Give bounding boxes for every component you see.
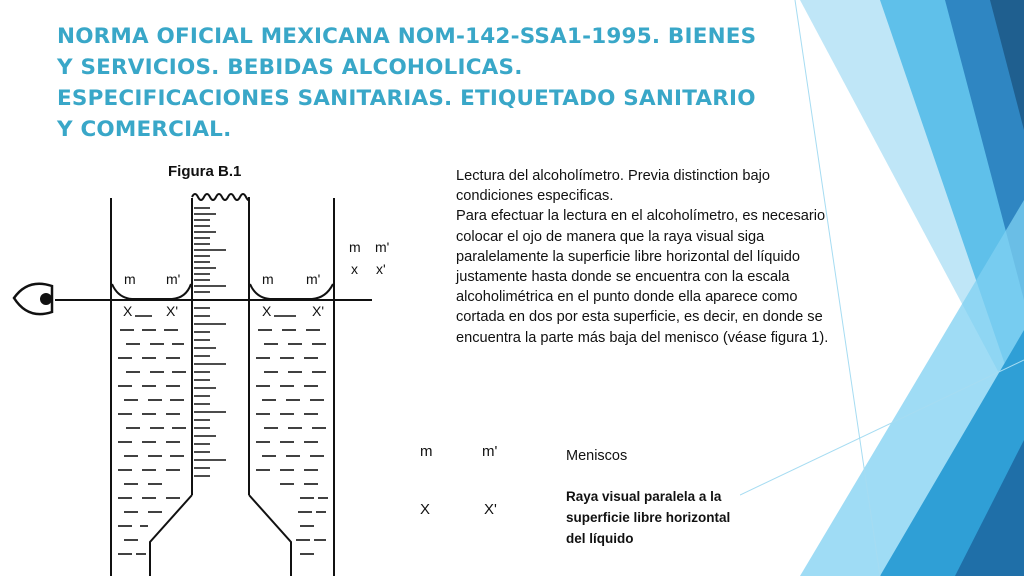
legend-m-prime: m' [482,443,498,460]
paragraph-intro: Lectura del alcoholímetro. Previa distinction bajo condiciones especificas. [456,168,770,205]
liquid-right [256,316,328,554]
label-x-left: X [123,303,133,319]
eye-icon [14,284,52,314]
label-x-side: x [351,261,358,277]
legend-raya-line-2: superficie libre horizontal [566,510,731,525]
legend-raya-line-3: del líquido [566,531,634,546]
liquid-left [118,316,186,554]
figure-b1 [0,150,410,576]
alcoholometer-scale [194,208,226,476]
legend-m: m [420,443,433,460]
label-m-prime-right: m' [306,271,321,287]
paragraph-instructions: Para efectuar la lectura en el alcoholímetro, es necesario colocar el ojo de manera que la raya visual siga paralelamente la superficie libre horizontal del líquido justamente hasta donde se encuentra con la escala alcoholimétrica en el punto donde ella aparece como cortada en dos por esta superficie, es decir, en donde se encuentra la parte más baja del menisco (véase figura 1). [456,208,829,346]
legend-meniscos: Meniscos [566,448,628,464]
label-m-left: m [124,271,136,287]
hydrometer-top [192,194,249,200]
slide-title: NORMA OFICIAL MEXICANA NOM-142-SSA1-1995. BIENES Y SERVICIOS. BEBIDAS ALCOHOLICAS. ESPECIFICACIONES SANITARIAS. ETIQUETADO SANITARIO Y COMERCIAL. [57,24,757,142]
label-x-prime-right: X' [312,303,325,319]
legend-raya-line-1: Raya visual paralela a la [566,489,722,504]
figure-legend [410,430,760,576]
label-x-prime-side: x' [376,261,386,277]
decorative-facets [740,0,1024,576]
label-m-side: m [349,239,361,255]
figure-title: Figura B.1 [168,163,242,180]
hydrometer-bulb [150,495,291,576]
label-m-right: m [262,271,274,287]
label-x-right: X [262,303,272,319]
label-x-prime-left: X' [166,303,179,319]
label-m-prime-side: m' [375,239,390,255]
legend-x-prime: X' [484,501,497,518]
label-m-prime-left: m' [166,271,181,287]
legend-x: X [420,501,431,518]
